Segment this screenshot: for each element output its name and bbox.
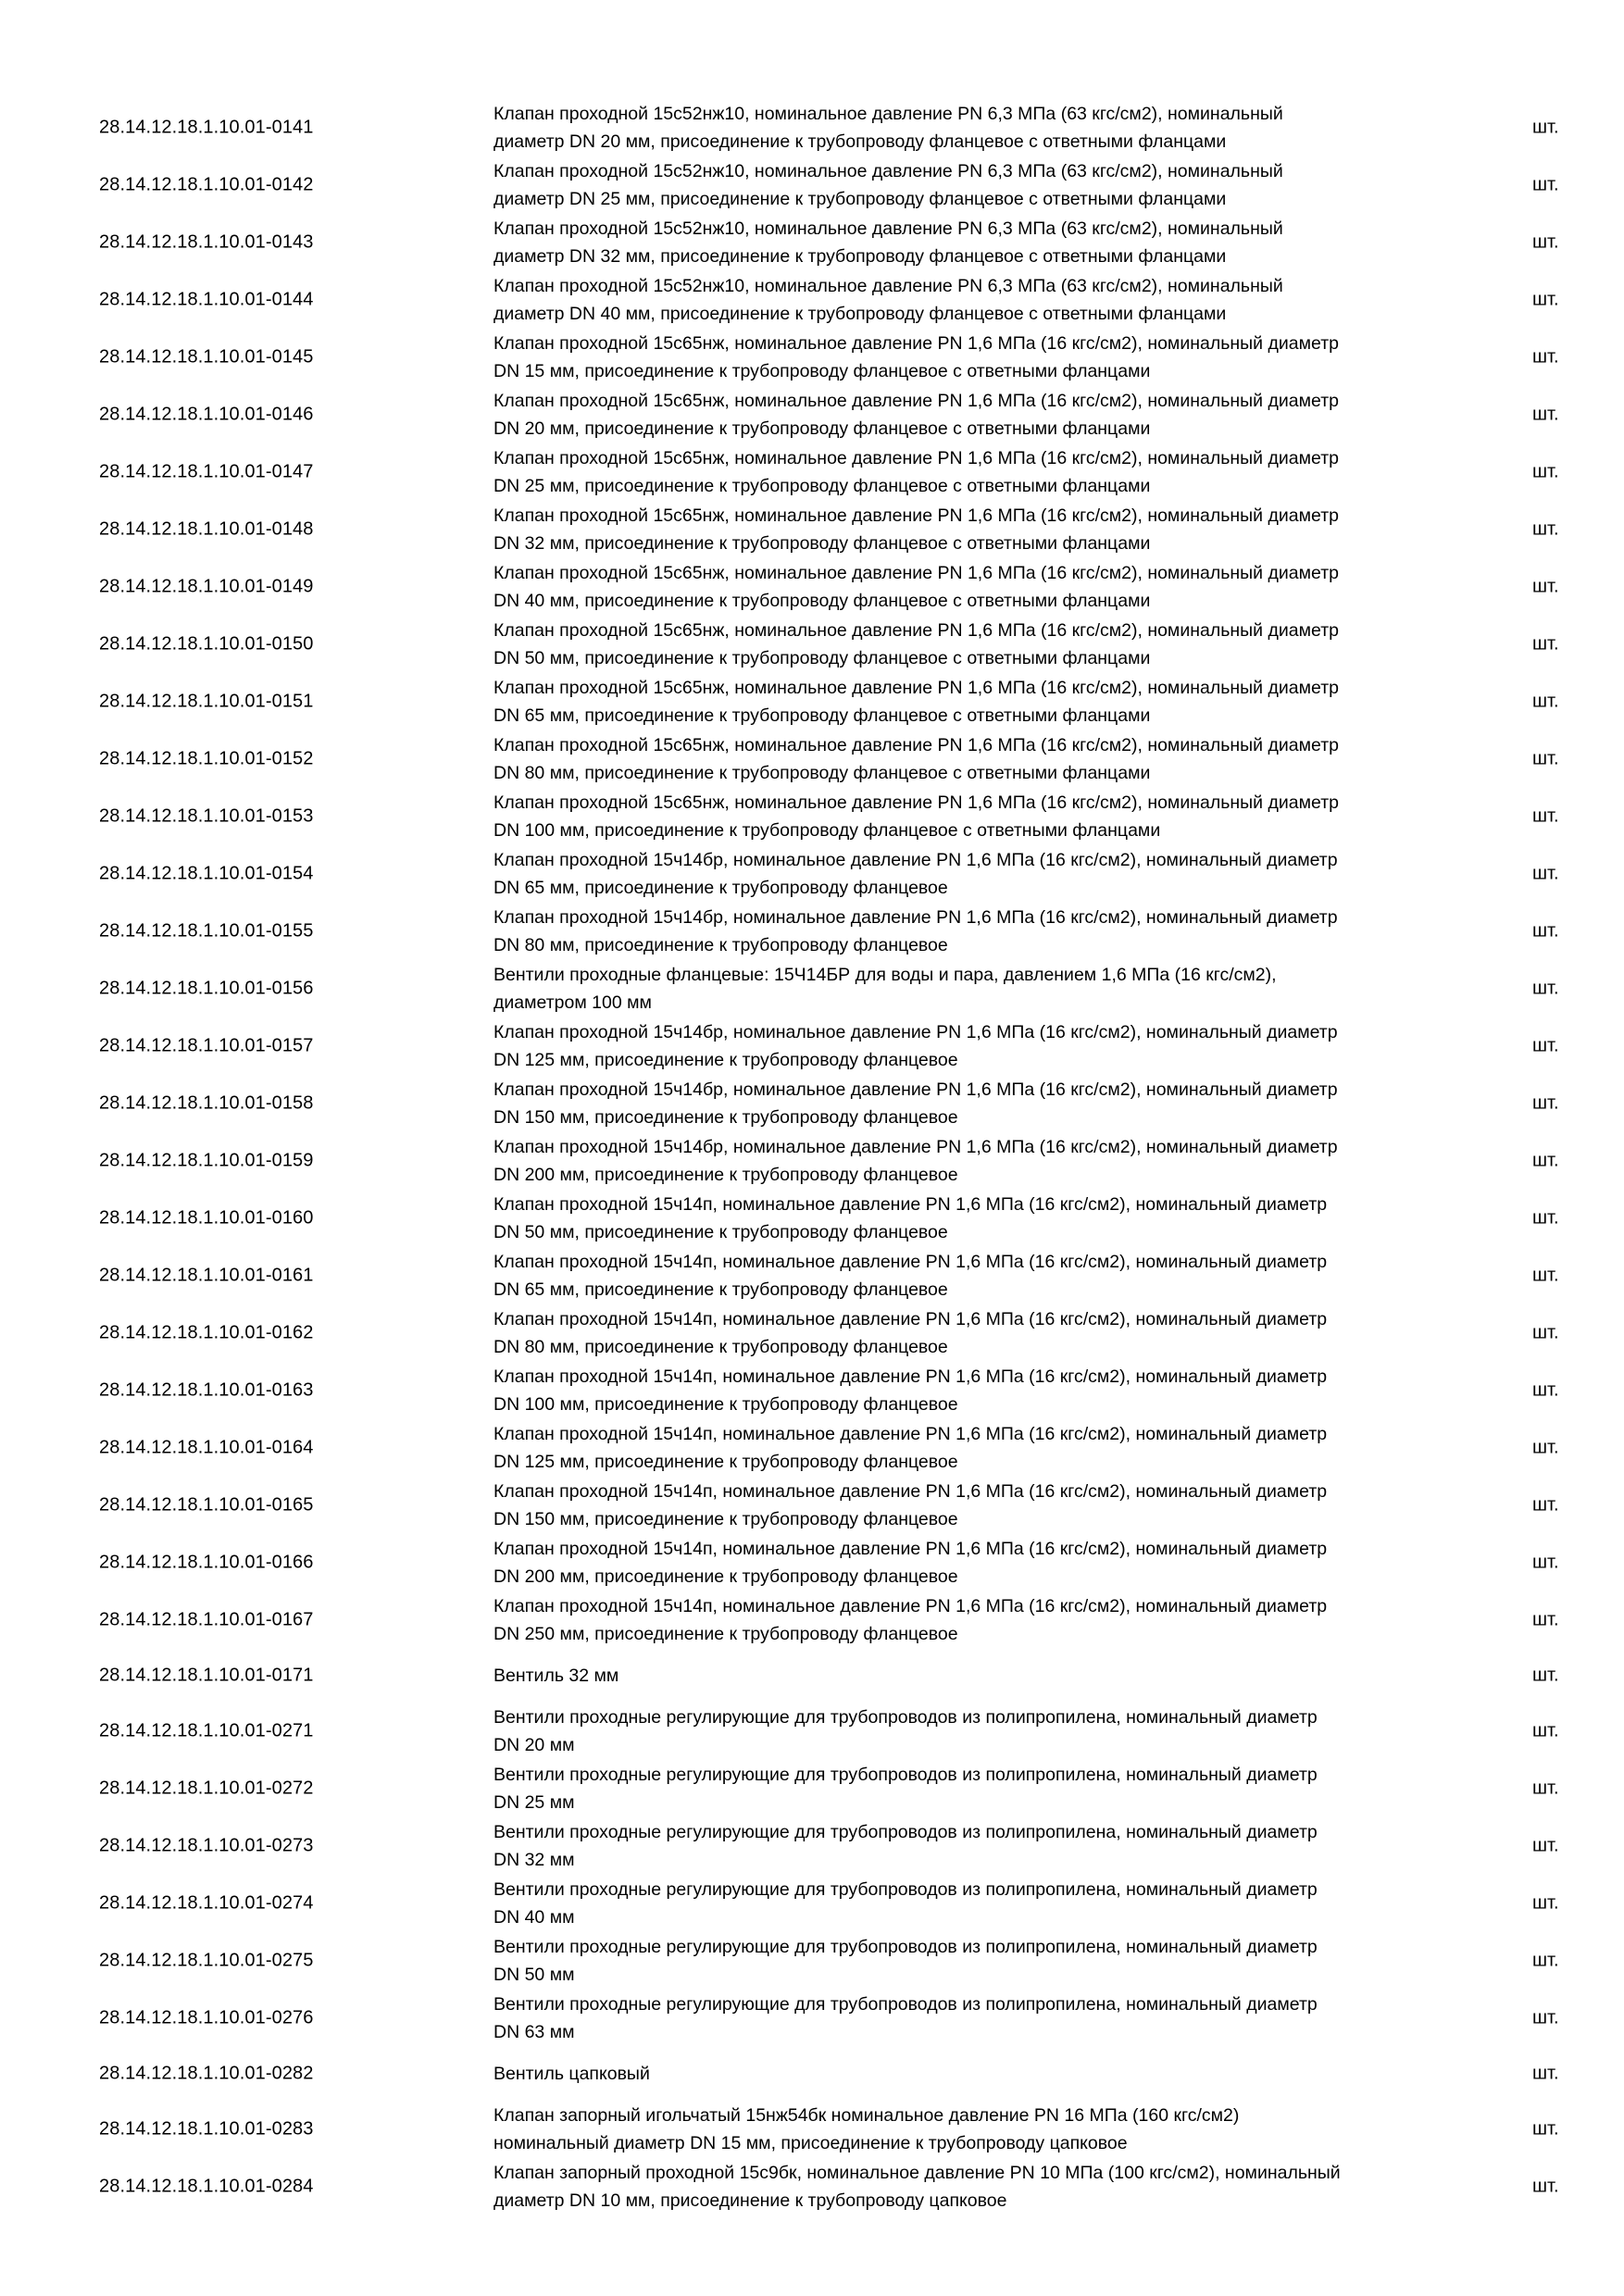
item-unit: шт.	[1532, 1494, 1559, 1516]
table-row	[0, 501, 1624, 558]
item-unit: шт.	[1532, 1035, 1559, 1056]
item-description: Клапан проходной 15с65нж, номинальное давление PN 1,6 МПа (16 кгс/см2), номинальный диаметр DN 32 мм, присоединение к трубопроводу фланцевое с ответными фланцами	[493, 505, 1339, 554]
table-row	[0, 2047, 1624, 2101]
item-code: 28.14.12.18.1.10.01-0150	[99, 633, 314, 655]
item-code: 28.14.12.18.1.10.01-0271	[99, 1720, 314, 1741]
table-row	[0, 1875, 1624, 1932]
item-code: 28.14.12.18.1.10.01-0141	[99, 117, 314, 138]
item-code: 28.14.12.18.1.10.01-0157	[99, 1035, 314, 1056]
item-code: 28.14.12.18.1.10.01-0147	[99, 461, 314, 482]
item-unit: шт.	[1532, 1835, 1559, 1856]
item-code: 28.14.12.18.1.10.01-0273	[99, 1835, 314, 1856]
item-unit: шт.	[1532, 2063, 1559, 2084]
item-unit: шт.	[1532, 1720, 1559, 1741]
item-code: 28.14.12.18.1.10.01-0149	[99, 576, 314, 597]
item-description: Клапан проходной 15ч14п, номинальное давление PN 1,6 МПа (16 кгс/см2), номинальный диаметр DN 200 мм, присоединение к трубопроводу фланцевое	[493, 1539, 1328, 1587]
item-code: 28.14.12.18.1.10.01-0142	[99, 174, 314, 195]
table-row	[0, 1534, 1624, 1591]
item-description: Клапан проходной 15ч14п, номинальное давление PN 1,6 МПа (16 кгс/см2), номинальный диаметр DN 100 мм, присоединение к трубопроводу фланцевое	[493, 1366, 1328, 1415]
item-code: 28.14.12.18.1.10.01-0160	[99, 1207, 314, 1229]
item-description: Клапан проходной 15с52нж10, номинальное давление PN 6,3 МПа (63 кгс/см2), номинальный диаметр DN 32 мм, присоединение к трубопроводу фланцевое с ответными фланцами	[493, 218, 1283, 267]
item-unit: шт.	[1532, 576, 1559, 597]
item-unit: шт.	[1532, 1950, 1559, 1971]
item-description: Клапан проходной 15ч14п, номинальное давление PN 1,6 МПа (16 кгс/см2), номинальный диаметр DN 125 мм, присоединение к трубопроводу фланцевое	[493, 1424, 1328, 1472]
item-description: Вентили проходные регулирующие для трубопроводов из полипропилена, номинальный диаметр DN 50 мм	[493, 1937, 1318, 1985]
table-row	[0, 1591, 1624, 1649]
item-code: 28.14.12.18.1.10.01-0144	[99, 289, 314, 310]
item-description: Клапан проходной 15ч14бр, номинальное давление PN 1,6 МПа (16 кгс/см2), номинальный диаметр DN 65 мм, присоединение к трубопроводу фланцевое	[493, 850, 1338, 898]
item-unit: шт.	[1532, 863, 1559, 884]
table-row	[0, 1703, 1624, 1760]
table-row	[0, 673, 1624, 730]
table-row	[0, 2158, 1624, 2215]
item-unit: шт.	[1532, 748, 1559, 769]
item-unit: шт.	[1532, 174, 1559, 195]
table-row	[0, 1817, 1624, 1875]
item-code: 28.14.12.18.1.10.01-0276	[99, 2007, 314, 2028]
item-unit: шт.	[1532, 1437, 1559, 1458]
item-description: Клапан проходной 15ч14п, номинальное давление PN 1,6 МПа (16 кгс/см2), номинальный диаметр DN 50 мм, присоединение к трубопроводу фланцевое	[493, 1194, 1328, 1242]
item-description: Клапан проходной 15с52нж10, номинальное давление PN 6,3 МПа (63 кгс/см2), номинальный диаметр DN 25 мм, присоединение к трубопроводу фланцевое с ответными фланцами	[493, 161, 1283, 209]
table-row	[0, 443, 1624, 501]
table-row	[0, 960, 1624, 1017]
items-table	[0, 99, 1624, 2215]
item-unit: шт.	[1532, 346, 1559, 368]
item-unit: шт.	[1532, 1379, 1559, 1401]
item-code: 28.14.12.18.1.10.01-0164	[99, 1437, 314, 1458]
item-unit: шт.	[1532, 461, 1559, 482]
item-code: 28.14.12.18.1.10.01-0158	[99, 1092, 314, 1114]
item-code: 28.14.12.18.1.10.01-0161	[99, 1265, 314, 1286]
item-code: 28.14.12.18.1.10.01-0148	[99, 518, 314, 540]
item-code: 28.14.12.18.1.10.01-0143	[99, 231, 314, 253]
item-description: Клапан запорный игольчатый 15нж54бк номинальное давление PN 16 МПа (160 кгс/см2) номинальный диаметр DN 15 мм, присоединение к трубопроводу цапковое	[493, 2105, 1240, 2153]
item-unit: шт.	[1532, 978, 1559, 999]
item-code: 28.14.12.18.1.10.01-0162	[99, 1322, 314, 1343]
item-code: 28.14.12.18.1.10.01-0145	[99, 346, 314, 368]
table-row	[0, 214, 1624, 271]
item-description: Вентили проходные регулирующие для трубопроводов из полипропилена, номинальный диаметр DN 32 мм	[493, 1822, 1318, 1870]
item-unit: шт.	[1532, 1092, 1559, 1114]
item-description: Вентили проходные регулирующие для трубопроводов из полипропилена, номинальный диаметр DN 25 мм	[493, 1765, 1318, 1813]
table-row	[0, 386, 1624, 443]
item-code: 28.14.12.18.1.10.01-0163	[99, 1379, 314, 1401]
table-row	[0, 903, 1624, 960]
item-unit: шт.	[1532, 920, 1559, 942]
item-description: Клапан проходной 15с65нж, номинальное давление PN 1,6 МПа (16 кгс/см2), номинальный диаметр DN 65 мм, присоединение к трубопроводу фланцевое с ответными фланцами	[493, 678, 1339, 726]
table-row	[0, 2101, 1624, 2158]
table-row	[0, 271, 1624, 329]
item-code: 28.14.12.18.1.10.01-0282	[99, 2063, 314, 2084]
item-description: Клапан проходной 15ч14бр, номинальное давление PN 1,6 МПа (16 кгс/см2), номинальный диаметр DN 200 мм, присоединение к трубопроводу фланцевое	[493, 1137, 1338, 1185]
item-unit: шт.	[1532, 1265, 1559, 1286]
item-description: Вентили проходные фланцевые: 15Ч14БР для воды и пара, давлением 1,6 МПа (16 кгс/см2), диаметром 100 мм	[493, 965, 1277, 1013]
item-code: 28.14.12.18.1.10.01-0146	[99, 404, 314, 425]
item-description: Клапан проходной 15ч14п, номинальное давление PN 1,6 МПа (16 кгс/см2), номинальный диаметр DN 150 мм, присоединение к трубопроводу фланцевое	[493, 1481, 1328, 1529]
table-row	[0, 156, 1624, 214]
item-unit: шт.	[1532, 633, 1559, 655]
item-description: Вентили проходные регулирующие для трубопроводов из полипропилена, номинальный диаметр DN 20 мм	[493, 1707, 1318, 1755]
item-code: 28.14.12.18.1.10.01-0272	[99, 1778, 314, 1799]
table-row	[0, 1932, 1624, 1990]
item-code: 28.14.12.18.1.10.01-0275	[99, 1950, 314, 1971]
table-row	[0, 1419, 1624, 1477]
item-code: 28.14.12.18.1.10.01-0151	[99, 691, 314, 712]
item-description: Клапан проходной 15с65нж, номинальное давление PN 1,6 МПа (16 кгс/см2), номинальный диаметр DN 100 мм, присоединение к трубопроводу фланцевое с ответными фланцами	[493, 792, 1339, 841]
item-description: Вентили проходные регулирующие для трубопроводов из полипропилена, номинальный диаметр DN 40 мм	[493, 1879, 1318, 1928]
item-unit: шт.	[1532, 1892, 1559, 1914]
table-row	[0, 1990, 1624, 2047]
table-row	[0, 1477, 1624, 1534]
item-unit: шт.	[1532, 117, 1559, 138]
item-code: 28.14.12.18.1.10.01-0156	[99, 978, 314, 999]
item-code: 28.14.12.18.1.10.01-0155	[99, 920, 314, 942]
table-row	[0, 1247, 1624, 1304]
item-unit: шт.	[1532, 518, 1559, 540]
item-description: Клапан проходной 15ч14п, номинальное давление PN 1,6 МПа (16 кгс/см2), номинальный диаметр DN 80 мм, присоединение к трубопроводу фланцевое	[493, 1309, 1328, 1357]
item-description: Клапан проходной 15ч14п, номинальное давление PN 1,6 МПа (16 кгс/см2), номинальный диаметр DN 65 мм, присоединение к трубопроводу фланцевое	[493, 1252, 1328, 1300]
item-unit: шт.	[1532, 289, 1559, 310]
item-unit: шт.	[1532, 1322, 1559, 1343]
table-row	[0, 329, 1624, 386]
item-description: Клапан проходной 15с65нж, номинальное давление PN 1,6 МПа (16 кгс/см2), номинальный диаметр DN 40 мм, присоединение к трубопроводу фланцевое с ответными фланцами	[493, 563, 1339, 611]
table-row	[0, 1304, 1624, 1362]
item-description: Вентиль 32 мм	[493, 1666, 619, 1686]
item-description: Клапан проходной 15с65нж, номинальное давление PN 1,6 МПа (16 кгс/см2), номинальный диаметр DN 15 мм, присоединение к трубопроводу фланцевое с ответными фланцами	[493, 333, 1339, 381]
item-description: Клапан проходной 15с65нж, номинальное давление PN 1,6 МПа (16 кгс/см2), номинальный диаметр DN 50 мм, присоединение к трубопроводу фланцевое с ответными фланцами	[493, 620, 1339, 668]
item-code: 28.14.12.18.1.10.01-0166	[99, 1552, 314, 1573]
table-row	[0, 1649, 1624, 1703]
item-code: 28.14.12.18.1.10.01-0171	[99, 1665, 314, 1686]
table-row	[0, 99, 1624, 156]
item-code: 28.14.12.18.1.10.01-0154	[99, 863, 314, 884]
item-unit: шт.	[1532, 2176, 1559, 2197]
item-unit: шт.	[1532, 2007, 1559, 2028]
item-description: Вентили проходные регулирующие для трубопроводов из полипропилена, номинальный диаметр DN 63 мм	[493, 1994, 1318, 2042]
item-description: Клапан проходной 15ч14бр, номинальное давление PN 1,6 МПа (16 кгс/см2), номинальный диаметр DN 80 мм, присоединение к трубопроводу фланцевое	[493, 907, 1338, 955]
item-code: 28.14.12.18.1.10.01-0274	[99, 1892, 314, 1914]
item-description: Клапан проходной 15ч14бр, номинальное давление PN 1,6 МПа (16 кгс/см2), номинальный диаметр DN 125 мм, присоединение к трубопроводу фланцевое	[493, 1022, 1338, 1070]
table-row	[0, 1075, 1624, 1132]
item-unit: шт.	[1532, 1150, 1559, 1171]
item-description: Клапан запорный проходной 15с9бк, номинальное давление PN 10 МПа (100 кгс/см2), номинальный диаметр DN 10 мм, присоединение к трубопроводу цапковое	[493, 2163, 1341, 2211]
item-code: 28.14.12.18.1.10.01-0153	[99, 805, 314, 827]
table-row	[0, 558, 1624, 616]
item-code: 28.14.12.18.1.10.01-0152	[99, 748, 314, 769]
table-row	[0, 1190, 1624, 1247]
item-code: 28.14.12.18.1.10.01-0165	[99, 1494, 314, 1516]
item-description: Клапан проходной 15с52нж10, номинальное давление PN 6,3 МПа (63 кгс/см2), номинальный диаметр DN 40 мм, присоединение к трубопроводу фланцевое с ответными фланцами	[493, 276, 1283, 324]
item-description: Клапан проходной 15с65нж, номинальное давление PN 1,6 МПа (16 кгс/см2), номинальный диаметр DN 20 мм, присоединение к трубопроводу фланцевое с ответными фланцами	[493, 391, 1339, 439]
item-unit: шт.	[1532, 1778, 1559, 1799]
item-description: Вентиль цапковый	[493, 2064, 650, 2084]
item-unit: шт.	[1532, 1609, 1559, 1630]
table-row	[0, 1017, 1624, 1075]
item-description: Клапан проходной 15с65нж, номинальное давление PN 1,6 МПа (16 кгс/см2), номинальный диаметр DN 25 мм, присоединение к трубопроводу фланцевое с ответными фланцами	[493, 448, 1339, 496]
item-unit: шт.	[1532, 805, 1559, 827]
item-unit: шт.	[1532, 1552, 1559, 1573]
item-unit: шт.	[1532, 1207, 1559, 1229]
item-description: Клапан проходной 15с65нж, номинальное давление PN 1,6 МПа (16 кгс/см2), номинальный диаметр DN 80 мм, присоединение к трубопроводу фланцевое с ответными фланцами	[493, 735, 1339, 783]
item-code: 28.14.12.18.1.10.01-0283	[99, 2118, 314, 2140]
table-row	[0, 1132, 1624, 1190]
table-row	[0, 1362, 1624, 1419]
table-row	[0, 616, 1624, 673]
table-row	[0, 1760, 1624, 1817]
item-code: 28.14.12.18.1.10.01-0159	[99, 1150, 314, 1171]
item-unit: шт.	[1532, 2118, 1559, 2140]
item-description: Клапан проходной 15ч14п, номинальное давление PN 1,6 МПа (16 кгс/см2), номинальный диаметр DN 250 мм, присоединение к трубопроводу фланцевое	[493, 1596, 1328, 1644]
table-row	[0, 845, 1624, 903]
item-unit: шт.	[1532, 1665, 1559, 1686]
item-unit: шт.	[1532, 404, 1559, 425]
item-code: 28.14.12.18.1.10.01-0167	[99, 1609, 314, 1630]
item-description: Клапан проходной 15с52нж10, номинальное давление PN 6,3 МПа (63 кгс/см2), номинальный диаметр DN 20 мм, присоединение к трубопроводу фланцевое с ответными фланцами	[493, 104, 1283, 152]
table-row	[0, 730, 1624, 788]
item-description: Клапан проходной 15ч14бр, номинальное давление PN 1,6 МПа (16 кгс/см2), номинальный диаметр DN 150 мм, присоединение к трубопроводу фланцевое	[493, 1079, 1338, 1128]
table-row	[0, 788, 1624, 845]
item-unit: шт.	[1532, 231, 1559, 253]
item-code: 28.14.12.18.1.10.01-0284	[99, 2176, 314, 2197]
item-unit: шт.	[1532, 691, 1559, 712]
